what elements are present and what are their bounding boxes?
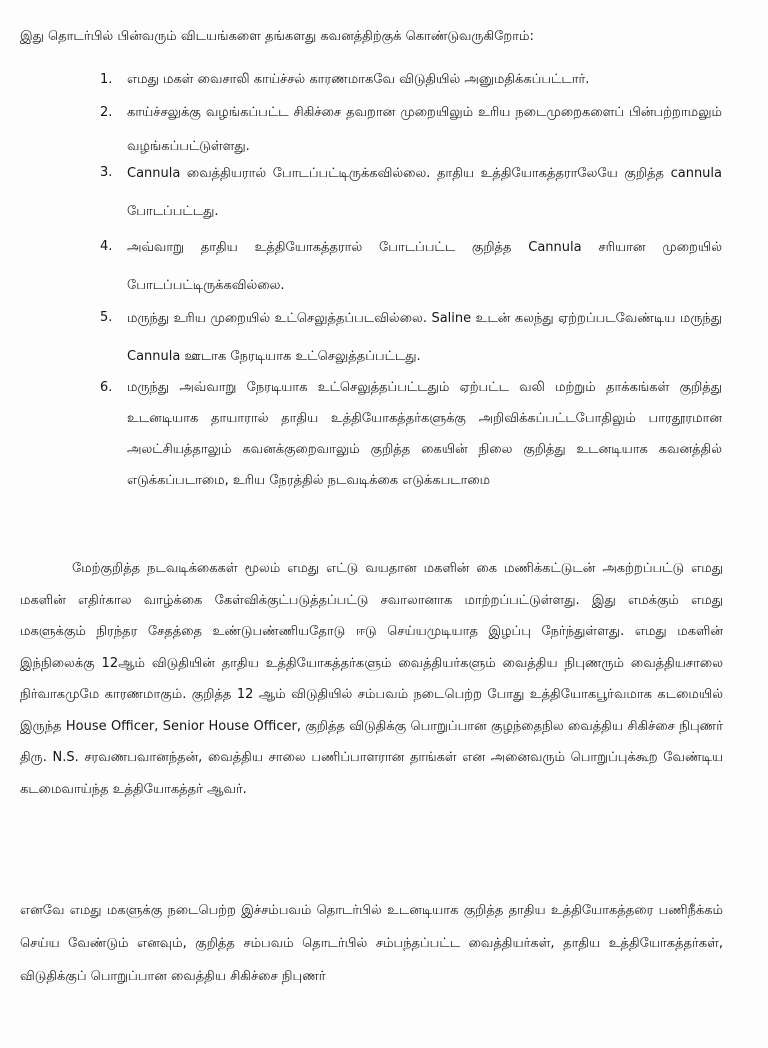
list-item-text: Cannula வைத்தியரால் போடப்பட்டிருக்கவில்லை. தாதிய உத்தியோகத்தராலேயே குறித்த cannula போடப்பட்டது. [127, 166, 722, 219]
list-item-number: 6. [100, 380, 113, 395]
intro-line: இது தொடர்பில் பின்வரும் விடயங்களை தங்களது கவனத்திற்குக் கொண்டுவருகிறோம்: [20, 29, 534, 44]
list-item-number: 1. [100, 72, 113, 87]
list-item-number: 3. [100, 165, 113, 180]
closing-paragraph: எனவே எமது மகளுக்கு நடைபெற்ற இச்சம்பவம் தொடர்பில் உடனடியாக குறித்த தாதிய உத்தியோகத்தரை பணிநீக்கம் செய்ய வேண்டும் எனவும், குறித்த சம்பவம் தொடர்பில் சம்பந்தப்பட்ட வைத்தியர்கள், தாதிய உத்தியோகத்தர்கள், விடுதிக்குப் பொறுப்பான வைத்திய சிகிச்சை நிபுணர் [20, 903, 723, 984]
list-item-number: 2. [100, 105, 113, 120]
list-item-text: அவ்வாறு தாதிய உத்தியோகத்தரால் போடப்பட்ட குறித்த Cannula சரியான முறையில் போடப்பட்டிருக்கவில்லை. [127, 240, 722, 293]
list-item-number: 5. [100, 310, 113, 325]
list-item-number: 4. [100, 239, 113, 254]
list-item-text: எமது மகள் வைசாலி காய்ச்சல் காரணமாகவே விடுதியில் அனுமதிக்கப்பட்டார். [127, 72, 590, 87]
list-item-text: காய்ச்சலுக்கு வழங்கப்பட்ட சிகிச்சை தவறான முறையிலும் உரிய நடைமுறைகளைப் பின்பற்றாமலும் வழங்கப்பட்டுள்ளது. [127, 105, 722, 154]
list-item-text: மருந்து அவ்வாறு நேரடியாக உட்செலுத்தப்பட்டதும் ஏற்பட்ட வலி மற்றும் தாக்கங்கள் குறித்து உடனடியாக தாயாரால் தாதிய உத்தியோகத்தர்களுக்கு அறிவிக்கப்பட்டபோதிலும் பாரதூரமான அலட்சியத்தாலும் கவனக்குறைவாலும் குறித்த கையின் நிலை குறித்து உடனடியாக கவனத்தில் எடுக்கப்படாமை, உரிய நேரத்தில் நடவடிக்கை எடுக்கபடாமை [127, 380, 722, 488]
body-paragraph: மேற்குறித்த நடவடிக்கைகள் மூலம் எமது எட்டு வயதான மகளின் கை மணிக்கட்டுடன் அகற்றப்பட்டு எமது மகளின் எதிர்கால வாழ்க்கை கேள்விக்குட்படுத்தப்பட்டு சவாலானாக மாற்றப்பட்டுள்ளது. இது எமக்கும் எமது மகளுக்கும் நிரந்தர சேதத்தை உண்டுபண்ணியதோடு ஈடு செய்யமுடியாத இழப்பு நேர்ந்துள்ளது. எமது மகளின் இந்நிலைக்கு 12ஆம் விடுதியின் தாதிய உத்தியோகத்தர்களும் வைத்தியர்களும் வைத்திய நிபுணரும் வைத்தியசாலை நிர்வாகமுமே காரணமாகும். குறித்த 12 ஆம் விடுதியில் சம்பவம் நடைபெற்ற போது உத்தியோகபூர்வமாக கடமையில் இருந்த House Officer, Senior House Officer, குறித்த விடுதிக்கு பொறுப்பான குழந்தைநில வைத்திய சிகிச்சை நிபுணர் திரு. N.S. சரவணபவானந்தன், வைத்திய சாலை பணிப்பாளரான தாங்கள் என அனைவரும் பொறுப்புக்கூற வேண்டிய கடமைவாய்ந்த உத்தியோகத்தர் ஆவர். [20, 561, 723, 797]
list-item-text: மருந்து உரிய முறையில் உட்செலுத்தப்படவில்லை. Saline உடன் கலந்து ஏற்றப்படவேண்டிய மருந்து Cannula ஊடாக நேரடியாக உட்செலுத்தப்பட்டது. [127, 311, 722, 364]
